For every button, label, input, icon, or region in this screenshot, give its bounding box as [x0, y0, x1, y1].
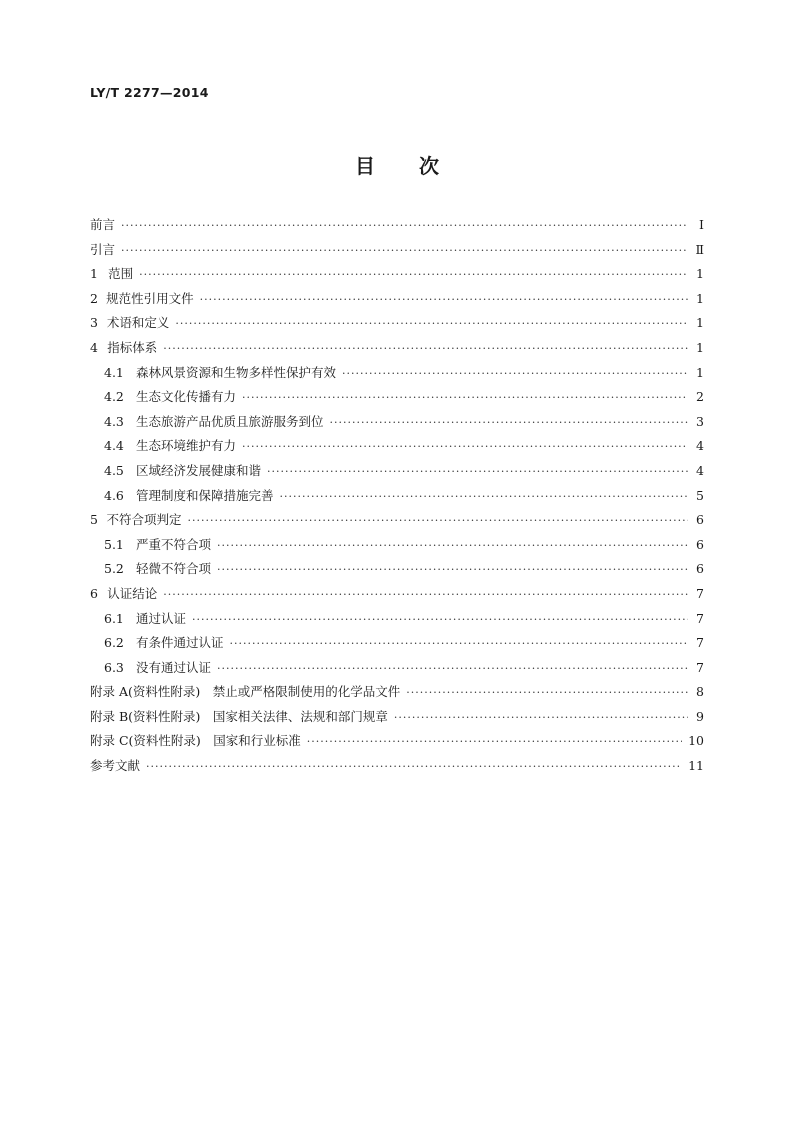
- toc-entry-number: 6.1: [104, 610, 124, 626]
- toc-entry-label: 规范性引用文件: [106, 290, 194, 306]
- toc-entry-number: 4: [90, 339, 98, 355]
- toc-leader-dots: [200, 293, 688, 306]
- toc-entry-page: 7: [696, 635, 704, 651]
- toc-entry-page: 7: [696, 585, 704, 601]
- toc-entry[interactable]: [90, 584, 704, 609]
- toc-entry-page: 2: [696, 389, 704, 405]
- toc-entry[interactable]: [90, 461, 704, 486]
- toc-entry-page: 8: [696, 684, 704, 700]
- toc-entry-label: 附录 B(资料性附录) 国家相关法律、法规和部门规章: [90, 708, 388, 724]
- toc-entry-label: 附录 C(资料性附录) 国家和行业标准: [90, 733, 301, 749]
- toc-entry-page: Ⅰ: [699, 217, 704, 232]
- toc-entry[interactable]: [90, 535, 704, 560]
- toc-entry[interactable]: [90, 756, 704, 781]
- toc-leader-dots: [394, 711, 688, 724]
- page-title-left: 目: [355, 154, 375, 178]
- toc-entry-label: 附录 A(资料性附录) 禁止或严格限制使用的化学品文件: [90, 684, 401, 700]
- toc-entry[interactable]: [90, 682, 704, 707]
- page-title: [0, 150, 794, 179]
- toc-entry[interactable]: [90, 240, 704, 265]
- toc-leader-dots: [280, 490, 688, 503]
- toc-entry-number: 4.6: [104, 487, 124, 503]
- toc-leader-dots: [217, 539, 688, 552]
- toc-entry-label: 术语和定义: [106, 315, 170, 331]
- toc-leader-dots: [217, 662, 688, 675]
- toc-entry[interactable]: [90, 731, 704, 756]
- toc-entry[interactable]: [90, 363, 704, 388]
- toc-entry-number: 1: [90, 266, 98, 282]
- toc-leader-dots: [406, 686, 688, 699]
- toc-entry[interactable]: [90, 264, 704, 289]
- toc-entry-page: 7: [696, 610, 704, 626]
- toc-entry[interactable]: [90, 289, 704, 314]
- toc-entry-number: 6.2: [104, 635, 124, 651]
- toc-leader-dots: [163, 588, 688, 601]
- toc-leader-dots: [175, 317, 688, 330]
- toc-leader-dots: [192, 613, 688, 626]
- toc-leader-dots: [342, 367, 688, 380]
- toc-leader-dots: [230, 637, 688, 650]
- toc-entry-label: 通过认证: [136, 610, 187, 626]
- toc-entry[interactable]: [90, 633, 704, 658]
- toc-entry-page: 7: [696, 659, 704, 675]
- toc-entry-page: 6: [696, 561, 704, 577]
- toc-entry-label: 指标体系: [107, 339, 158, 355]
- toc-entry-number: 4.2: [104, 389, 124, 405]
- toc-entry-label: 区域经济发展健康和谐: [136, 462, 262, 478]
- toc-entry-page: 6: [696, 512, 704, 528]
- toc-entry-page: 4: [696, 438, 704, 454]
- toc-entry-number: 3: [90, 315, 98, 331]
- toc-entry-number: 4.5: [104, 462, 124, 478]
- toc-leader-dots: [307, 735, 682, 748]
- toc-entry-page: 1: [696, 364, 704, 380]
- toc-entry[interactable]: [90, 215, 704, 240]
- toc-entry-label: 参考文献: [90, 758, 141, 774]
- toc-entry[interactable]: [90, 436, 704, 461]
- toc-entry-page: 1: [696, 266, 704, 282]
- toc-entry-page: 11: [688, 758, 704, 774]
- toc-leader-dots: [139, 268, 688, 281]
- toc-entry-number: 4.3: [104, 413, 124, 429]
- toc-entry-number: 5: [90, 512, 98, 528]
- toc-entry-number: 6.3: [104, 659, 124, 675]
- toc-leader-dots: [267, 465, 688, 478]
- toc-leader-dots: [146, 760, 682, 773]
- toc-entry-label: 没有通过认证: [136, 659, 212, 675]
- toc-entry-label: 认证结论: [107, 585, 158, 601]
- toc-entry-page: 10: [688, 733, 704, 749]
- toc-entry-page: 3: [696, 413, 704, 429]
- table-of-contents: [90, 215, 704, 781]
- toc-leader-dots: [330, 416, 688, 429]
- toc-leader-dots: [242, 440, 688, 453]
- toc-entry-label: 管理制度和保障措施完善: [136, 487, 274, 503]
- toc-entry-number: 5.2: [104, 561, 124, 577]
- toc-entry-page: 1: [696, 339, 704, 355]
- toc-entry-label: 不符合项判定: [106, 512, 182, 528]
- toc-leader-dots: [121, 244, 688, 257]
- page-title-right: 次: [419, 154, 439, 178]
- toc-entry[interactable]: [90, 707, 704, 732]
- toc-entry-label: 生态环境维护有力: [136, 438, 237, 454]
- toc-leader-dots: [188, 514, 689, 527]
- toc-entry-label: 森林风景资源和生物多样性保护有效: [136, 364, 337, 380]
- toc-entry-page: 9: [696, 708, 704, 724]
- toc-entry[interactable]: [90, 510, 704, 535]
- toc-entry[interactable]: [90, 658, 704, 683]
- toc-entry-label: 生态旅游产品优质且旅游服务到位: [136, 413, 324, 429]
- toc-entry-number: 4.4: [104, 438, 124, 454]
- toc-entry-number: 5.1: [104, 536, 124, 552]
- toc-entry-number: 6: [90, 585, 98, 601]
- toc-entry-label: 轻微不符合项: [136, 561, 212, 577]
- toc-entry-number: 2: [90, 290, 98, 306]
- toc-entry[interactable]: [90, 387, 704, 412]
- toc-entry-label: 生态文化传播有力: [136, 389, 237, 405]
- toc-entry[interactable]: [90, 313, 704, 338]
- toc-entry-label: 前言: [90, 217, 116, 232]
- toc-entry-label: 范围: [108, 266, 134, 282]
- toc-entry-page: 1: [696, 315, 704, 331]
- toc-entry-page: 1: [696, 290, 704, 306]
- toc-entry[interactable]: [90, 412, 704, 437]
- toc-leader-dots: [163, 342, 688, 355]
- toc-entry-label: 有条件通过认证: [136, 635, 224, 651]
- toc-entry[interactable]: [90, 559, 704, 584]
- standard-code: LY/T 2277—2014: [90, 85, 209, 100]
- toc-leader-dots: [217, 563, 688, 576]
- toc-entry-page: 6: [696, 536, 704, 552]
- toc-leader-dots: [121, 219, 688, 232]
- toc-entry-page: 5: [696, 487, 704, 503]
- toc-entry-number: 4.1: [104, 364, 124, 380]
- toc-entry[interactable]: [90, 338, 704, 363]
- toc-leader-dots: [242, 391, 688, 404]
- toc-entry-label: 严重不符合项: [136, 536, 212, 552]
- toc-entry[interactable]: [90, 486, 704, 511]
- toc-entry-page: Ⅱ: [695, 241, 704, 257]
- toc-entry-page: 4: [696, 462, 704, 478]
- toc-entry-label: 引言: [90, 241, 116, 257]
- toc-entry[interactable]: [90, 609, 704, 634]
